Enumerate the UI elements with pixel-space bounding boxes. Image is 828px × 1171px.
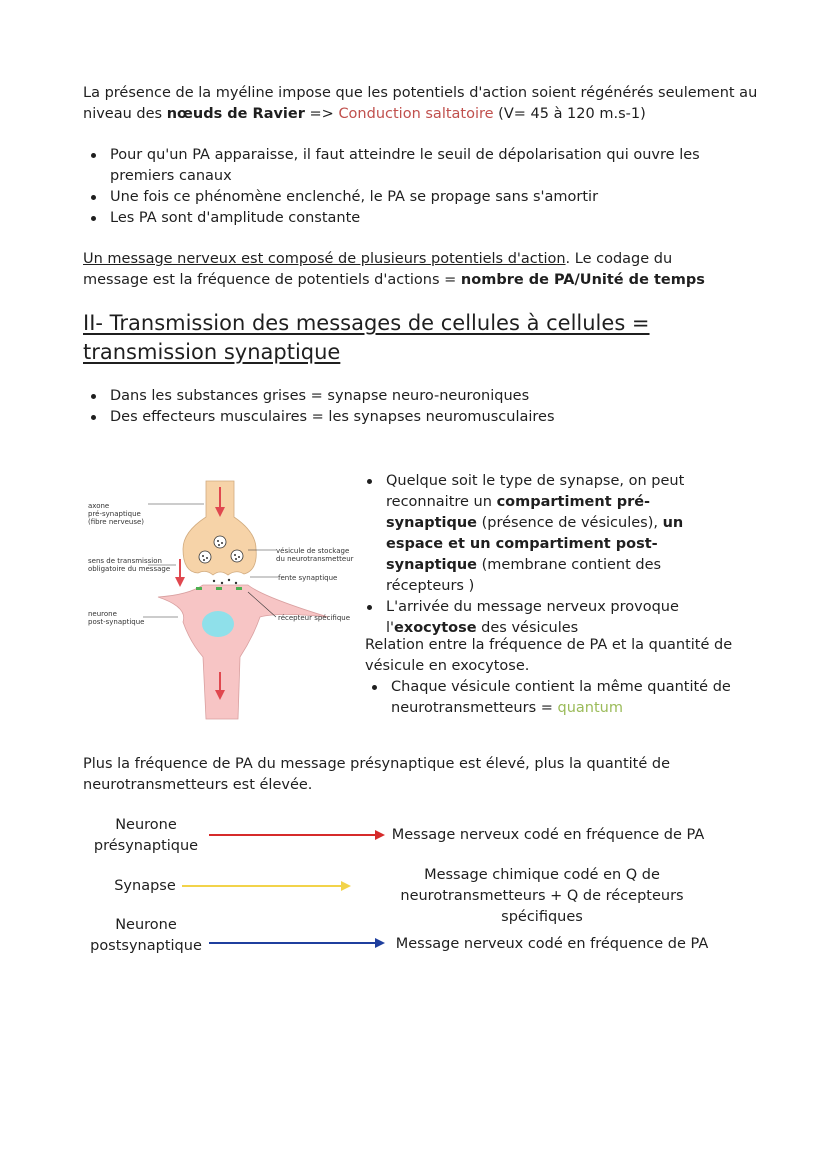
vesicle	[199, 551, 211, 563]
intro-line-2: niveau des nœuds de Ravier => Conduction saltatoire (V= 45 à 120 m.s-1)	[83, 106, 646, 122]
vesicle	[231, 550, 243, 562]
list-item: Dans les substances grises = synapse neuro-neuroniques	[110, 386, 723, 407]
label-post-neuron: neurone post-synaptique	[88, 610, 145, 626]
vesicle	[214, 536, 226, 548]
down-arrow-icon	[175, 577, 185, 587]
saltatory-conduction: Conduction saltatoire	[338, 106, 494, 122]
list-item: Chaque vésicule contient la même quantité de neurotransmetteurs = quantum	[391, 677, 734, 719]
receptor	[196, 587, 202, 590]
label-receptor: récepteur spécifique	[278, 614, 351, 622]
flow-left-synapse: Synapse	[114, 878, 176, 894]
flow-right-synapse: Message chimique codé en Q de neurotransmetteurs + Q de récepteurs spécifiques	[400, 867, 684, 925]
flow-arrow-yellow	[180, 880, 355, 892]
list-item: Les PA sont d'amplitude constante	[110, 208, 723, 229]
label-vesicle: vésicule de stockage du neurotransmetteur	[276, 547, 354, 563]
synapse-type-bullets	[83, 386, 723, 428]
flow-left-presynaptic: Neurone présynaptique	[93, 817, 199, 854]
quantum: quantum	[557, 700, 623, 716]
intro-paragraph	[83, 83, 763, 125]
synapse-diagram	[88, 477, 358, 722]
label-transmission-direction: sens de transmission obligatoire du message	[88, 557, 171, 573]
list-item: L'arrivée du message nerveux provoque l'exocytose des vésicules	[386, 597, 739, 639]
list-item: Des effecteurs musculaires = les synapses neuromusculaires	[110, 407, 723, 428]
post-synaptic-neuron	[158, 585, 328, 719]
nucleus	[202, 611, 234, 637]
flow-left-postsynaptic: Neurone postsynaptique	[90, 917, 202, 954]
relation-paragraph: Relation entre la fréquence de PA et la quantité de vésicule en exocytose.	[365, 637, 733, 674]
flow-arrow-red	[207, 829, 387, 841]
list-item: Quelque soit le type de synapse, on peut reconnaitre un compartiment pré-synaptique (présence de vésicules), un espace et un compartiment post-synaptique (membrane contient des récepteurs )	[386, 471, 739, 597]
pa-per-time: nombre de PA/Unité de temps	[460, 272, 705, 288]
pa-bullets	[83, 145, 723, 229]
ravier-nodes: nœuds de Ravier	[166, 106, 305, 122]
receptor	[216, 587, 222, 590]
label-axone: axone pré-synaptique (fibre nerveuse)	[88, 502, 145, 526]
relation-bullet	[364, 677, 734, 719]
receptor	[236, 587, 242, 590]
section-title: II- Transmission des messages de cellules à cellules = transmission synaptique	[83, 311, 650, 364]
list-item: Pour qu'un PA apparaisse, il faut atteindre le seuil de dépolarisation qui ouvre les premiers canaux	[110, 145, 723, 187]
flow-right-postsynaptic: Message nerveux codé en fréquence de PA	[395, 936, 709, 952]
synapse-bullets	[359, 471, 739, 639]
message-definition: Un message nerveux est composé de plusieurs potentiels d'action	[83, 251, 566, 267]
label-cleft: fente synaptique	[278, 574, 338, 582]
conclusion-paragraph: Plus la fréquence de PA du message présynaptique est élevé, plus la quantité de neurotransmetteurs est élevée.	[83, 756, 670, 793]
list-item: Une fois ce phénomène enclenché, le PA se propage sans s'amortir	[110, 187, 723, 208]
flow-right-presynaptic: Message nerveux codé en fréquence de PA	[391, 827, 705, 843]
message-paragraph: Un message nerveux est composé de plusieurs potentiels d'action. Le codage du message est la fréquence de potentiels d'actions = nombre de PA/Unité de temps	[83, 251, 705, 288]
flow-arrow-blue	[207, 937, 387, 949]
intro-line-1: La présence de la myéline impose que les potentiels d'action soient régénérés seulement au	[83, 85, 758, 101]
